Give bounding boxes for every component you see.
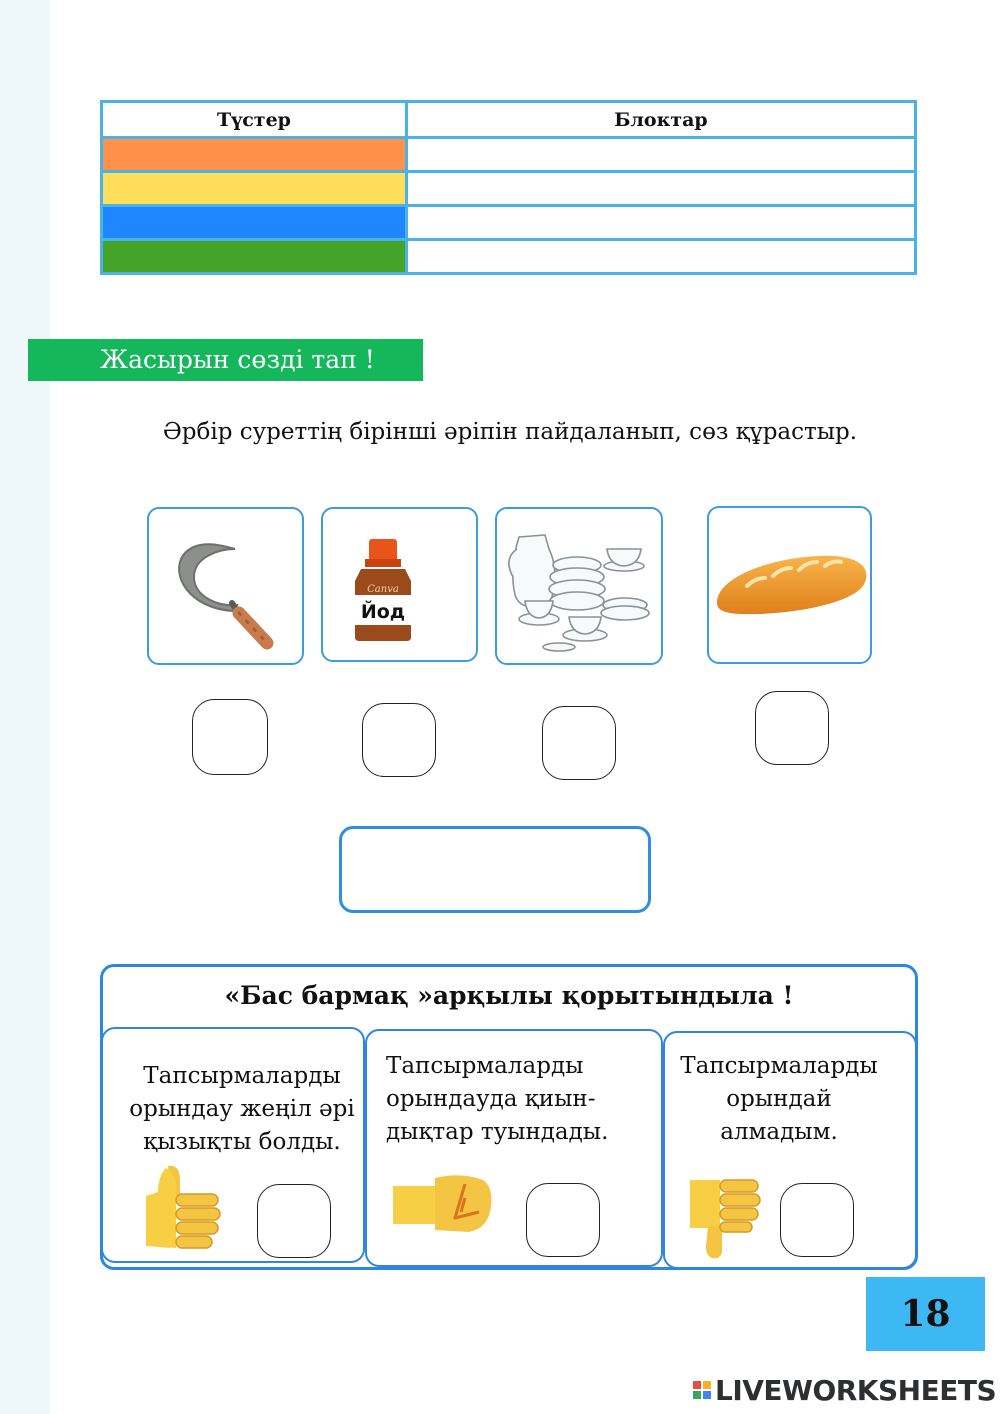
letter-input-3[interactable] <box>542 706 616 780</box>
blocks-answer-cell[interactable] <box>407 240 916 274</box>
evaluation-title: «Бас бармақ »арқылы қорытындыла ! <box>224 981 794 1010</box>
table-row <box>102 240 916 274</box>
letter-input-4[interactable] <box>755 691 829 765</box>
picture-card-iodine <box>321 507 478 662</box>
bottle-brand-text: Canva <box>367 584 399 595</box>
blocks-answer-cell[interactable] <box>407 172 916 206</box>
header-blocks: Блоктар <box>407 102 916 138</box>
color-swatch-cell <box>102 172 407 206</box>
instruction-text: Әрбір суреттің бірінші әріпін пайдаланып, сөз құрастыр. <box>162 419 858 445</box>
color-swatch-cell <box>102 240 407 274</box>
table-header-row <box>102 102 916 138</box>
liveworksheets-watermark[interactable] <box>693 1373 996 1407</box>
picture-card-dishes <box>495 507 663 665</box>
letter-input-1[interactable] <box>192 699 268 775</box>
color-swatch-orange <box>103 139 405 170</box>
evaluation-option-difficult-text: Тапсырмаларды орындауда қиын- дықтар туындады. <box>386 1053 609 1145</box>
colors-blocks-table <box>100 100 917 275</box>
liveworksheets-logo-icon <box>693 1381 711 1399</box>
bottle-label-text: Йод <box>360 601 406 623</box>
table-row <box>102 206 916 240</box>
watermark-text: LIVEWORKSHEETS <box>715 1373 997 1407</box>
evaluation-input-difficult[interactable] <box>526 1183 600 1257</box>
letter-input-2[interactable] <box>362 703 436 777</box>
color-swatch-cell <box>102 138 407 172</box>
picture-card-sickle <box>147 507 304 665</box>
section-title-banner: Жасырын сөзді тап ! <box>28 339 423 381</box>
color-swatch-blue <box>103 207 405 238</box>
color-swatch-yellow <box>103 173 405 204</box>
evaluation-option-easy-text: Тапсырмаларды орындау жеңіл әрі қызықты болды. <box>129 1063 355 1155</box>
picture-card-bread <box>707 506 872 664</box>
hidden-word-answer-input[interactable] <box>339 826 651 913</box>
blocks-answer-cell[interactable] <box>407 206 916 240</box>
header-colors: Түстер <box>102 102 407 138</box>
color-swatch-cell <box>102 206 407 240</box>
table-row <box>102 172 916 206</box>
iodine-bottle-icon <box>323 509 478 662</box>
bread-loaf-icon <box>709 508 872 664</box>
sickle-icon <box>149 509 304 665</box>
thumbs-down-icon <box>686 1176 766 1262</box>
evaluation-option-failed-text: Тапсырмаларды орындай алмадым. <box>680 1053 878 1145</box>
thumb-sideways-icon <box>391 1172 495 1236</box>
left-margin-strip <box>0 0 50 1414</box>
blocks-answer-cell[interactable] <box>407 138 916 172</box>
evaluation-input-failed[interactable] <box>780 1183 854 1257</box>
color-swatch-green <box>103 241 405 272</box>
dishes-icon <box>497 509 663 665</box>
evaluation-input-easy[interactable] <box>257 1184 331 1258</box>
table-row <box>102 138 916 172</box>
page-number: 18 <box>866 1277 985 1351</box>
thumbs-up-icon <box>140 1162 226 1252</box>
